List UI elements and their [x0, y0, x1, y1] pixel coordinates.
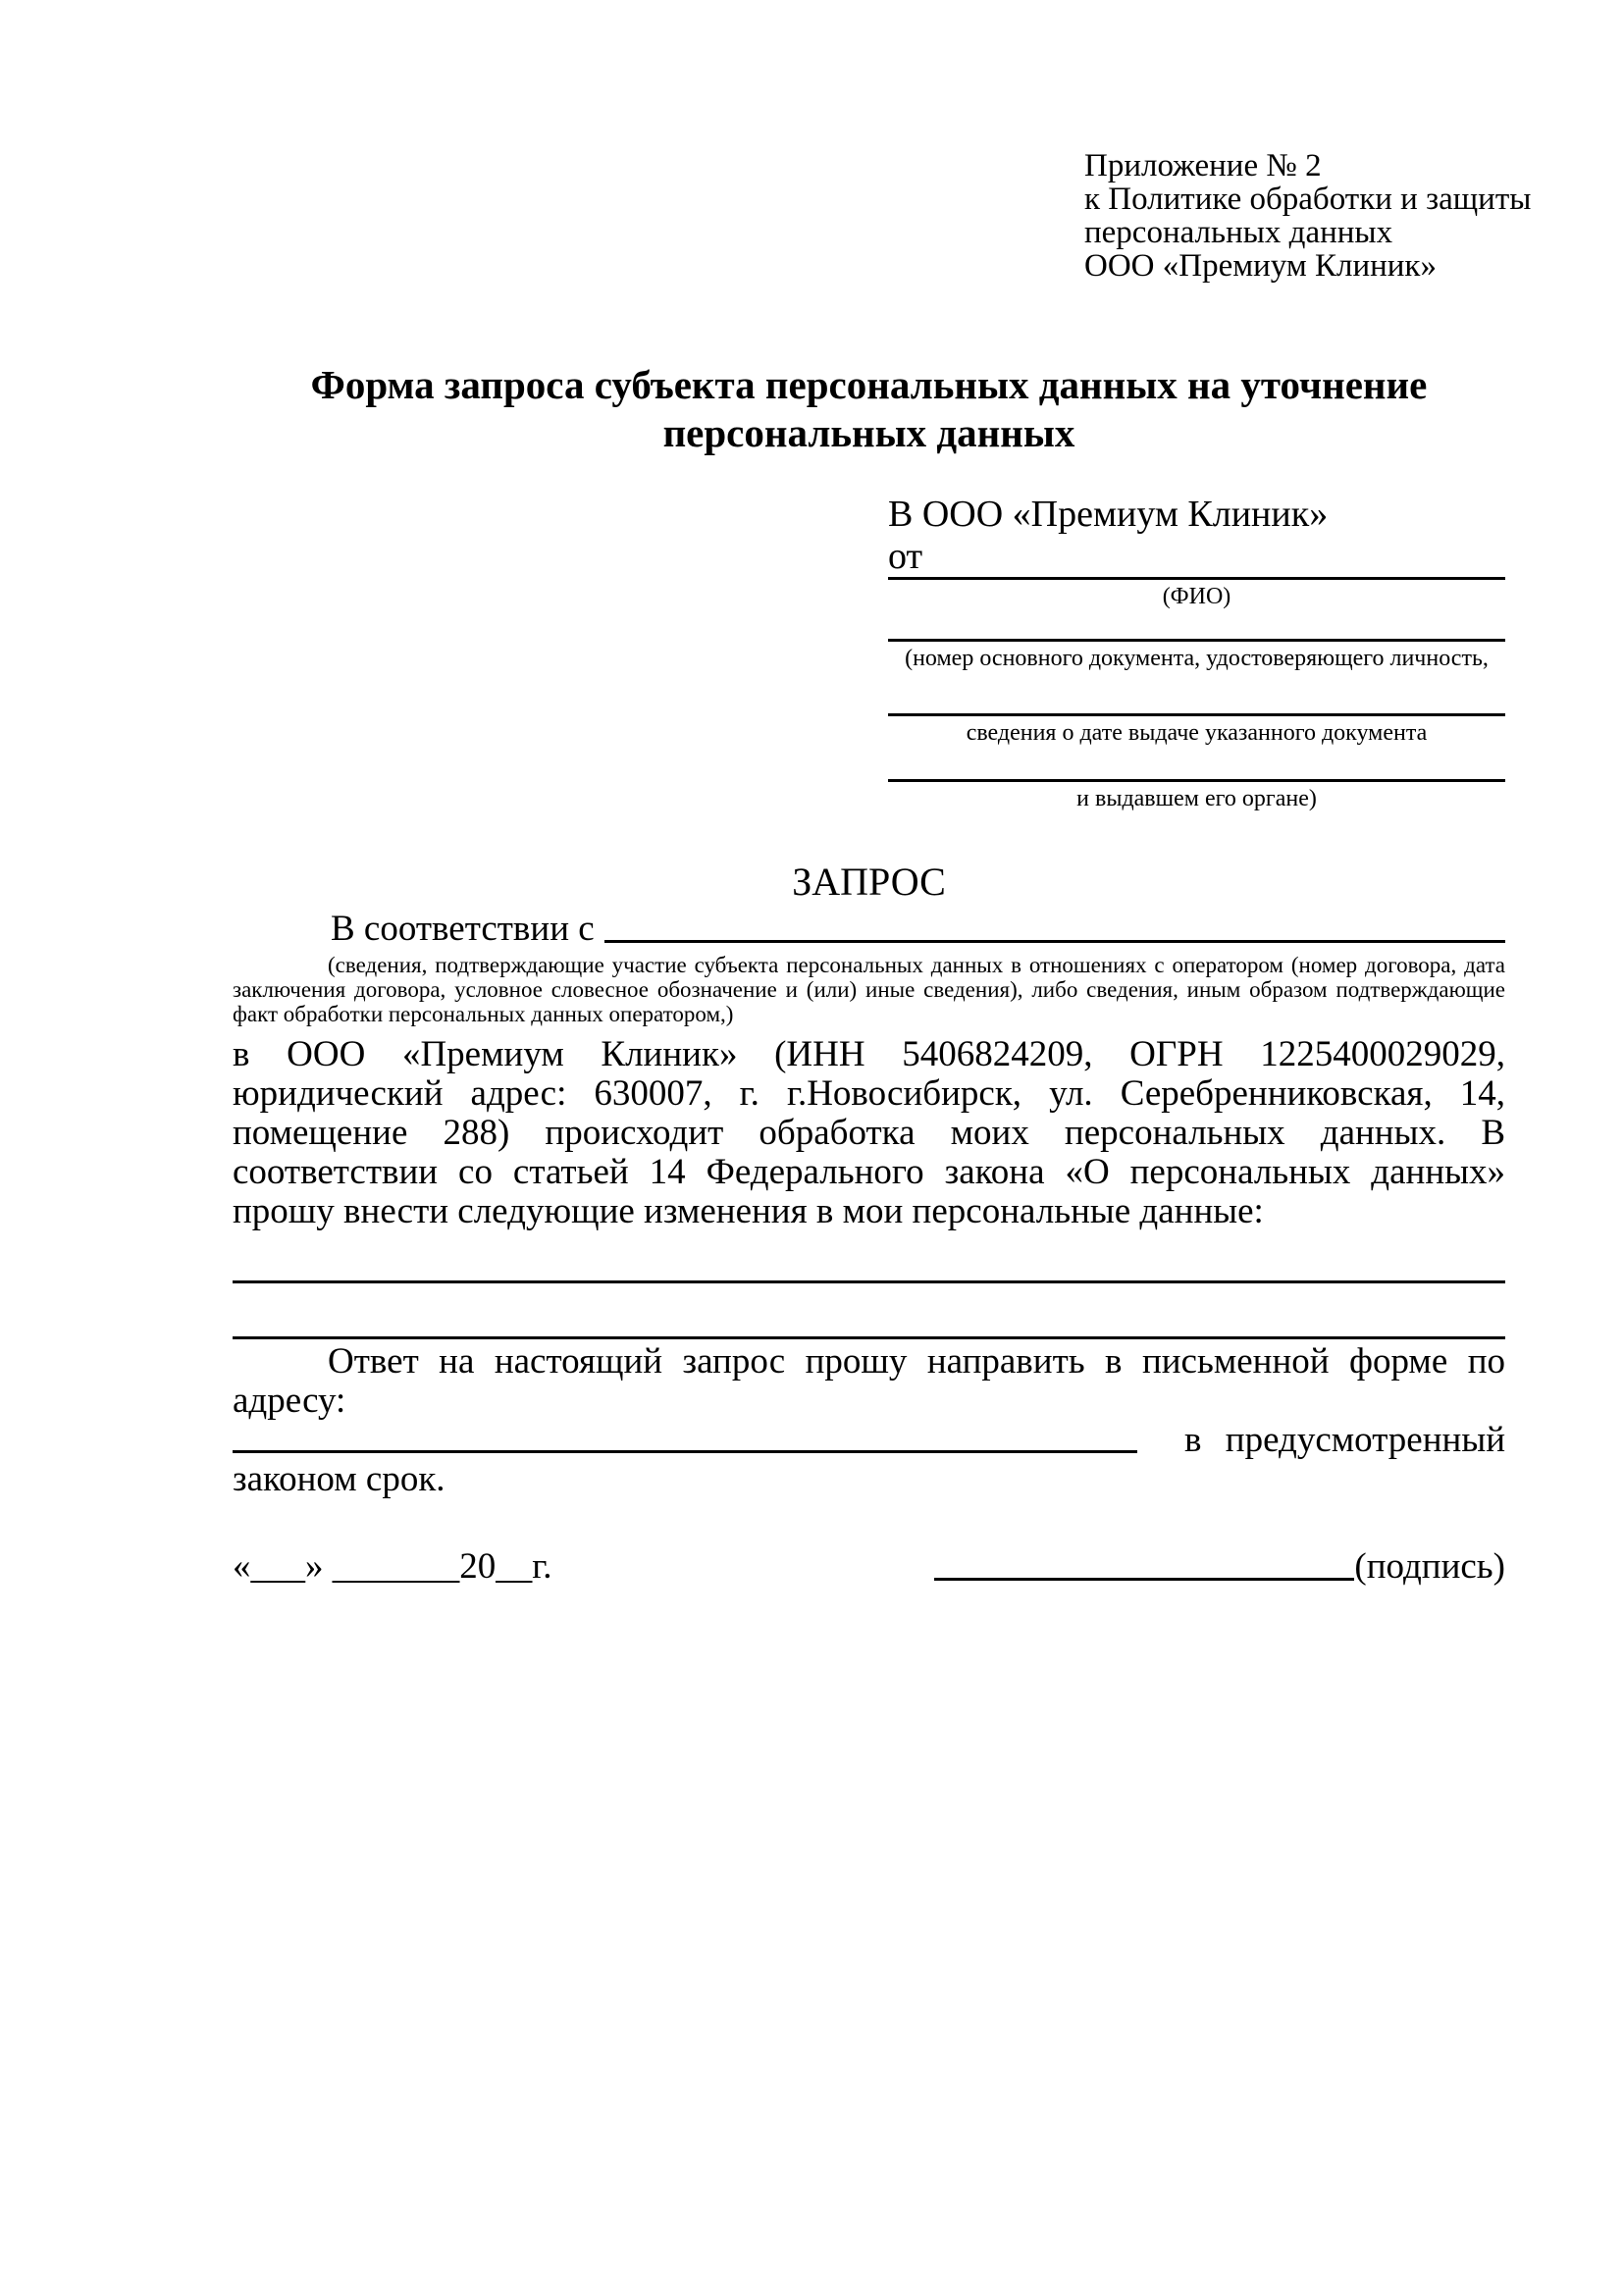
document-title: Форма запроса субъекта персональных данных на уточнение персональных данных: [310, 362, 1428, 455]
request-heading: ЗАПРОС: [792, 860, 946, 904]
annex-header-line: Приложение № 2: [1084, 148, 1322, 183]
response-tail-word: предусмотренный: [1225, 1420, 1505, 1460]
issue-date-field-label: сведения о дате выдаче указанного документа: [966, 720, 1428, 746]
date-blank: «___» _______20__г.: [233, 1546, 552, 1587]
annex-header-line: ООО «Премиум Клиник»: [1084, 248, 1437, 284]
addressee-from: от: [888, 536, 923, 577]
annex-header-line: персональных данных: [1084, 215, 1393, 250]
annex-header: [1084, 148, 1532, 284]
date-signature-row: [233, 1546, 1505, 1588]
response-address-row: [233, 1421, 1505, 1460]
document-content: [233, 0, 1532, 1588]
changes-blank-line: [233, 1336, 1505, 1339]
signature-blank-line: [934, 1578, 1354, 1581]
request-body: в ООО «Премиум Клиник» (ИНН 5406824209, ОГРН 1225400029029, юридический адрес: 630007, г. г.Новосибирск, ул. Серебренниковская, 14, помещение 288) происходит обработка моих персональных данных. В соответствии со статьей 14 Федерального закона «О персональных данных» прошу внести следующие изменения в мои персональные данные:: [233, 1034, 1505, 1231]
addressee-to: В ООО «Премиум Клиник»: [888, 494, 1329, 535]
issuing-authority-field-label: и выдавшем его органе): [1076, 786, 1317, 811]
address-blank-line: [233, 1450, 1137, 1453]
paragraph-indent: [233, 909, 331, 950]
basis-blank-line: [604, 909, 1505, 943]
response-tail-word: в: [1184, 1420, 1202, 1460]
intro-row: [233, 909, 1505, 950]
response-sentence: Ответ на настоящий запрос прошу направить в письменной форме по адресу:: [233, 1341, 1505, 1421]
intro-prefix: В соответствии с: [331, 909, 595, 949]
addressee-block: [888, 493, 1505, 812]
fio-field-label: (ФИО): [1162, 584, 1231, 609]
response-closing: законом срок.: [233, 1459, 445, 1499]
signature-label: (подпись): [1354, 1546, 1505, 1587]
document-number-field-label: (номер основного документа, удостоверяющего личность,: [905, 646, 1489, 671]
changes-blank-line: [233, 1280, 1505, 1283]
intro-footnote: (сведения, подтверждающие участие субъекта персональных данных в отношениях с оператором (номер договора, дата заключения договора, условное словесное обозначение и (или) иные сведения), либо сведения, иным образом подтверждающие факт обработки персональных данных оператором,): [233, 953, 1505, 1026]
annex-header-line: к Политике обработки и защиты: [1084, 182, 1532, 217]
signature-group: [934, 1546, 1505, 1588]
